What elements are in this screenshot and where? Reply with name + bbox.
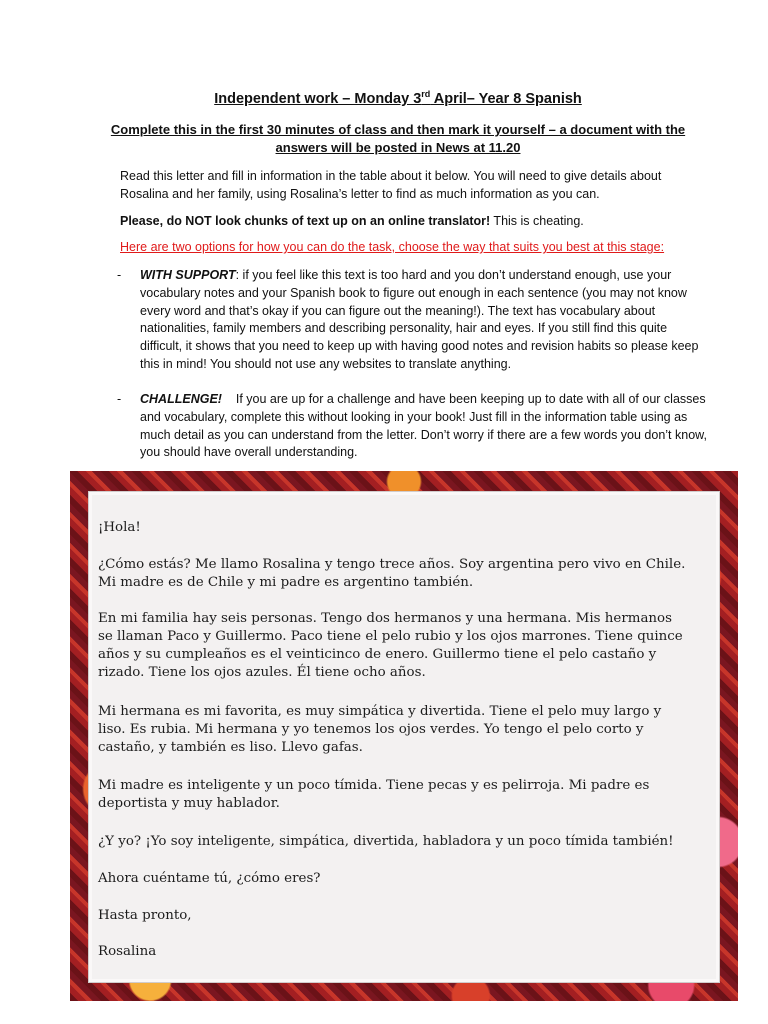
letter-paragraph: Mi madre es inteligente y un poco tímida. Tiene pecas y es pelirroja. Mi padre es deportista y muy hablador. bbox=[98, 778, 650, 811]
letter-paragraph: ¿Y yo? ¡Yo soy inteligente, simpática, divertida, habladora y un poco tímida también! bbox=[98, 834, 674, 849]
letter-paragraph: ¿Cómo estás? Me llamo Rosalina y tengo trece años. Soy argentina pero vivo en Chile. Mi madre es de Chile y mi padre es argentino también. bbox=[98, 557, 686, 590]
option-with-support bbox=[117, 267, 707, 374]
letter-paragraph: Mi hermana es mi favorita, es muy simpática y divertida. Tiene el pelo muy largo y liso. Es rubia. Mi hermana y yo tenemos los ojos verdes. Yo tengo el pelo corto y castaño, y también es liso. Llevo gafas. bbox=[98, 704, 662, 755]
page-title: Independent work – Monday 3rd April– Year 8 Spanish bbox=[214, 89, 582, 107]
letter-closing: Hasta pronto, bbox=[98, 908, 192, 923]
intro-paragraph: Read this letter and fill in information in the table about it below. You will need to give details about Rosalina and her family, using Rosalina’s letter to find as much information as you can. bbox=[120, 169, 662, 201]
letter-paragraph: En mi familia hay seis personas. Tengo dos hermanos y una hermana. Mis hermanos se llaman Paco y Guillermo. Paco tiene el pelo rubio y los ojos marrones. Tiene quince años y su cumpleaños es el veinticinco de enero. Guillermo tiene el pelo castaño y rizado. Tiene los ojos azules. Él tiene ocho años. bbox=[98, 611, 683, 680]
option-text: If you are up for a challenge and have been keeping up to date with all of our classes and vocabulary, complete this without looking in your book! Just fill in the information table using as much detail as you can understand from the letter. Don’t worry if there are a few words you don’t know, you should have overall understanding. bbox=[140, 392, 711, 460]
letter-paragraph: Ahora cuéntame tú, ¿cómo eres? bbox=[98, 871, 321, 886]
option-lead: WITH SUPPORT bbox=[140, 268, 236, 282]
option-lead: CHALLENGE! bbox=[140, 392, 222, 406]
letter-greeting: ¡Hola! bbox=[98, 520, 141, 535]
bullet-dash: - bbox=[117, 268, 122, 282]
letter-signature: Rosalina bbox=[98, 944, 157, 959]
task-subtitle: Complete this in the first 30 minutes of class and then mark it yourself – a document with the answers will be posted in News at 11.20 bbox=[110, 122, 686, 155]
warning-paragraph: Please, do NOT look chunks of text up on an online translator! This is cheating. bbox=[120, 214, 584, 228]
bullet-dash: - bbox=[117, 392, 122, 406]
option-text: : if you feel like this text is too hard and you don’t understand enough, use your vocabulary notes and your Spanish book to figure out enough in each sentence (you may not know every word and that’s okay if you can figure out the meaning!). The text has vocabulary about nationalities, family members and describing personality, hair and eyes. If you still find this quite difficult, it shows that you need to keep up with having good notes and revision habits so please keep this in mind! You should not use any websites to translate anything. bbox=[140, 268, 699, 371]
options-heading: Here are two options for how you can do the task, choose the way that suits you best at this stage: bbox=[120, 240, 665, 254]
letter-decorative-frame bbox=[70, 471, 738, 1001]
option-challenge bbox=[117, 391, 711, 462]
letter-card bbox=[88, 491, 720, 983]
